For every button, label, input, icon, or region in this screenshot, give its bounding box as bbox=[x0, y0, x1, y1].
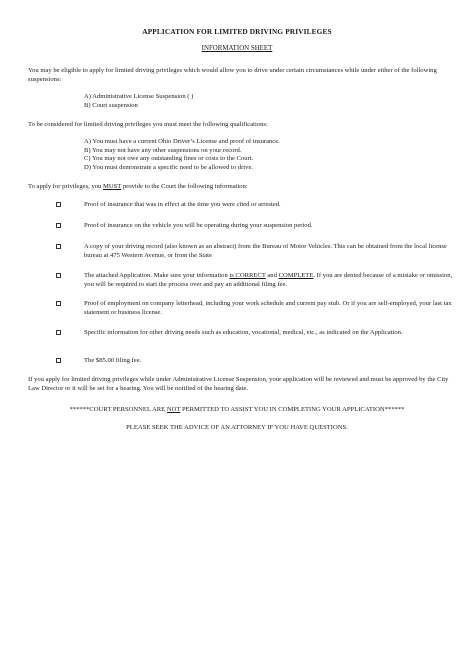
requirements-lead-pre: To apply for privileges, you bbox=[28, 183, 103, 190]
qualification-item-d: D) You must demonstrate a specific need to be allowed to drive. bbox=[84, 163, 254, 171]
requirement-text bbox=[84, 272, 454, 289]
checkbox-icon[interactable] bbox=[56, 273, 61, 278]
suspension-list bbox=[84, 93, 444, 110]
checkbox-icon[interactable] bbox=[56, 330, 61, 335]
application-note-post: . If you are denied because of a mistake or omission, you will be required to start the process over and pay an additional filing fee. bbox=[84, 272, 453, 288]
requirement-text: A copy of your driving record (also known as an abstract) from the Bureau of Motor Vehicles. This can be obtained from the local license bureau at 475 Western Avenue, or from the State bbox=[84, 243, 447, 259]
application-note-pre: The attached Application. Make sure your information bbox=[84, 272, 230, 279]
requirements-lead-post: provide to the Court the following information: bbox=[121, 183, 248, 190]
requirements-intro bbox=[28, 183, 448, 192]
checkbox-icon[interactable] bbox=[56, 202, 61, 207]
closing-paragraph: If you apply for limited driving privileges while under Administrative License Suspension, your application will be reviewed and must be approved by the City Law Director or it will be set for a hearing. You will be notified of the hearing date. bbox=[28, 376, 449, 392]
requirement-text: The $85.00 filing fee. bbox=[84, 357, 142, 364]
document-title: APPLICATION FOR LIMITED DRIVING PRIVILEGES bbox=[142, 27, 332, 36]
qualifications-intro: To be considered for limited driving privileges you must meet the following qualifications: bbox=[28, 121, 268, 128]
attorney-advice: PLEASE SEEK THE ADVICE OF AN ATTORNEY IF YOU HAVE QUESTIONS. bbox=[126, 424, 348, 431]
not-emphasis: NOT bbox=[166, 406, 181, 413]
suspension-item-a: A) Administrative License Suspension ( ) bbox=[84, 93, 194, 100]
requirement-text: Proof of insurance that was in effect at the time you were cited or arrested. bbox=[84, 201, 281, 208]
checkbox-icon[interactable] bbox=[56, 223, 61, 228]
qualification-item-c: C) You may not owe any outstanding fines or costs to the Court. bbox=[84, 155, 254, 163]
correct-emphasis: is CORRECT bbox=[229, 272, 266, 279]
intro-paragraph: You may be eligible to apply for limited driving privileges which would allow you to drive under certain circumstances while under either of the following suspensions: bbox=[28, 67, 437, 83]
requirement-text: Proof of insurance on the vehicle you will be operating during your suspension period. bbox=[84, 222, 313, 229]
suspension-item-b: B) Court suspension bbox=[84, 101, 138, 109]
application-note-mid: and bbox=[265, 272, 279, 279]
qualifications-list bbox=[84, 138, 444, 172]
checkbox-icon[interactable] bbox=[56, 301, 61, 306]
requirement-text: Specific information for other driving needs such as education, vocational, medical, etc., as indicated on the Application. bbox=[84, 329, 403, 336]
qualification-item-a: A) You must have a current Ohio Driver’s License and proof of insurance. bbox=[84, 138, 280, 145]
must-emphasis: MUST bbox=[102, 183, 122, 190]
complete-emphasis: COMPLETE bbox=[278, 272, 314, 279]
checkbox-icon[interactable] bbox=[56, 358, 61, 363]
checkbox-icon[interactable] bbox=[56, 244, 61, 249]
notice-post: PERMITTED TO ASSIST YOU IN COMPLETING YOUR APPLICATION****** bbox=[180, 406, 405, 413]
notice-pre: ******COURT PERSONNEL ARE bbox=[69, 406, 167, 413]
qualification-item-b: B) You may not have any other suspensions on your record. bbox=[84, 146, 242, 154]
document-subtitle: INFORMATION SHEET bbox=[201, 45, 273, 52]
requirement-text: Proof of employment on company letterhead, including your work schedule and current pay stub. Or if you are self-employed, your last tax statement or business license. bbox=[84, 300, 452, 316]
court-personnel-notice bbox=[0, 406, 474, 415]
